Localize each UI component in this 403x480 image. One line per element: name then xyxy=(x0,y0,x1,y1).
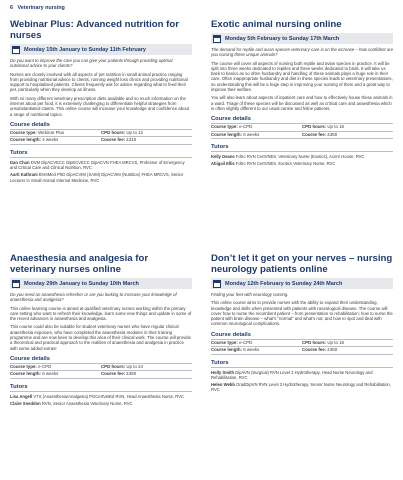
tutor-entry xyxy=(10,401,192,406)
tutors-heading: Tutors xyxy=(211,144,393,152)
course-paragraph: You will also learn about aspects of inpatient care and how to effectively house these animals in a ward. Triage of these species will be discussed as well as critical care and anaesthesia which is often slightly different to our usual canine and feline patients. xyxy=(211,95,393,111)
detail-label: Course fee: xyxy=(101,371,126,377)
course-detail-row xyxy=(211,124,393,132)
detail-label: Course type: xyxy=(211,339,238,345)
detail-value: 6 weeks xyxy=(243,347,260,353)
tutor-entry xyxy=(211,370,393,380)
course-dates: Monday 29th January to Sunday 10th March xyxy=(24,280,139,287)
course-block-anaesthesia xyxy=(10,253,192,406)
course-paragraph: This course could also be suitable for student veterinary nurses who have regular clinical anaesthesia exposure, who have completed the anaesthesia modules in their training programme and are now keen to develop this area of their clinical work. The course will provide a theoretical and practical approach to the realities of anaesthesia and analgesia in practice with some added extras! xyxy=(10,324,191,351)
tutor-entry xyxy=(211,154,393,159)
tutor-entry xyxy=(10,172,192,182)
course-dates: Monday 12th February to Sunday 24th March xyxy=(225,280,343,287)
course-dates: Monday 15th January to Sunday 11th February xyxy=(24,46,146,53)
tutor-credentials: RVN, Senior Anaesthesia Veterinary Nurse, RVC xyxy=(41,401,133,407)
tutor-credentials: FdSc RVN CertVNES, Exotics Veterinary Nurse, RVC xyxy=(235,161,336,167)
detail-value: £350 xyxy=(327,131,338,137)
tutor-name: Dan Chan xyxy=(10,159,30,165)
tutors-heading: Tutors xyxy=(10,150,192,158)
tutor-credentials: GradDipVN RVN Level 3 Hydrotherapy, Senior Nurse Neurology and Rehabilitation, RVC xyxy=(211,382,391,393)
course-title: Webinar Plus: Advanced nutrition for nurses xyxy=(10,19,179,41)
tutor-entry xyxy=(211,161,393,166)
detail-value: 6 weeks xyxy=(42,371,59,377)
course-dates: Monday 5th February to Sunday 17th March xyxy=(225,35,340,42)
course-block-advanced-nutrition xyxy=(10,19,192,183)
course-detail-row xyxy=(211,132,393,140)
course-title: Anaesthesia and analgesia for veterinary nurses online xyxy=(10,253,149,275)
calendar-icon xyxy=(213,35,221,43)
detail-value: e-CPD xyxy=(239,339,253,345)
tutor-name: Holly Smith xyxy=(211,369,235,375)
calendar-icon xyxy=(213,280,221,288)
detail-value: £315 xyxy=(126,137,137,143)
course-details-heading: Course details xyxy=(10,356,192,364)
tutor-credentials: BVetMed PhD DipACVIM (SAIM) DipACVIM (Nutrition) FHEA MRCVS, Senior Lecturer in Small Animal Internal Medicine, RVC xyxy=(10,172,184,183)
tutor-credentials: FdSc RVN CertVNES, Veterinary Nurse (Exotics), Acorn House, RVC xyxy=(235,154,365,160)
detail-label: Course length: xyxy=(10,137,41,143)
tutor-credentials: DipAVN (Surgical) RVN Level 3 Hydrotherapy, Head Nurse Neurology and Rehabilitation, RVC xyxy=(211,369,373,380)
detail-value: £350 xyxy=(126,371,137,377)
detail-value: 6 weeks xyxy=(243,131,260,137)
detail-label: Course length: xyxy=(211,131,242,137)
section-title: Veterinary nursing xyxy=(17,5,65,11)
tutor-name: Kelly Deans xyxy=(211,154,235,160)
course-paragraph: The course will cover all aspects of nursing both reptile and avian species in practice. It will be split into three weeks dedicated to reptiles and three weeks dedicated to birds. It will take us back to basics as so often husbandry and handling of these animals plays a huge role in their care. Often inappropriate husbandry and diet in these species leads to veterinary presentations, so understanding this will be a huge step in improving your nursing of them and a great way to improve their welfare. xyxy=(211,60,393,93)
course-detail-row xyxy=(10,371,192,379)
tutors-heading: Tutors xyxy=(10,384,192,392)
detail-label: CPD hours: xyxy=(302,124,327,130)
course-paragraph: This online course aims to provide nurses with the ability to expand their understanding, knowledge and skills when presented with patients with neurological disease. The course will cover how to nurse the recumbent patient – from presentation to rehabilitation; how to nurse the patient with brain disease – what’s “normal” and what’s not; and how to spot and deal with common neurological complications. xyxy=(211,300,393,327)
detail-value: e-CPD xyxy=(38,363,52,369)
detail-value: Up to 18 xyxy=(327,124,344,130)
page-number: 6 xyxy=(10,5,13,11)
course-block-exotic-animal-nursing xyxy=(211,19,393,167)
course-details-heading: Course details xyxy=(211,332,393,340)
course-dates-bar xyxy=(10,44,192,55)
course-detail-row xyxy=(10,364,192,372)
detail-label: Course fee: xyxy=(302,131,327,137)
detail-label: Course type: xyxy=(10,129,37,135)
course-detail-row xyxy=(10,137,192,145)
tutor-name: Claire Sneddon xyxy=(10,401,41,407)
tutor-entry xyxy=(211,382,393,392)
course-block-neurology-nursing xyxy=(211,253,393,393)
tutor-credentials: VTS (Anaesthesia/Analgesia) PGCertVetEd RVN, Head Anaesthesia Nurse, RVC xyxy=(33,393,185,399)
tutor-name: Lisa Angell xyxy=(10,393,33,399)
detail-value: Up to 12 xyxy=(126,129,143,135)
calendar-icon xyxy=(12,280,20,288)
tutors-heading: Tutors xyxy=(211,360,393,368)
course-dates-bar xyxy=(211,278,393,289)
detail-label: Course fee: xyxy=(302,347,327,353)
detail-value: Webinar Plus xyxy=(38,129,65,135)
detail-value: 4 weeks xyxy=(42,137,59,143)
course-dates-bar xyxy=(10,278,192,289)
detail-label: CPD hours: xyxy=(101,363,126,369)
tutor-name: Aarti Kathrani xyxy=(10,172,38,178)
course-detail-row xyxy=(10,130,192,138)
detail-label: Course type: xyxy=(211,124,238,130)
course-intro: Finding your feet with neurology nursing. xyxy=(211,292,289,297)
course-intro: Do you need an anaesthesia refresher or are you looking to increase your knowledge of anaesthesia and analgesia? xyxy=(10,292,177,303)
detail-label: Course length: xyxy=(10,371,41,377)
course-detail-row xyxy=(211,340,393,348)
detail-value: e-CPD xyxy=(239,124,253,130)
course-intro: Do you want to improve the care you can give your patients through providing optimal nutritional advice to your clients? xyxy=(10,58,173,69)
course-paragraph: This online learning course is aimed at qualified veterinary nurses working within the primary care setting who want to refresh their knowledge, learn some new things and update in some of the recent advances in anaesthesia and analgesia. xyxy=(10,305,192,322)
detail-label: Course fee: xyxy=(101,137,126,143)
course-title: Exotic animal nursing online xyxy=(211,19,342,30)
course-dates-bar xyxy=(211,33,393,44)
detail-label: Course length: xyxy=(211,347,242,353)
detail-value: £350 xyxy=(327,347,338,353)
tutor-entry xyxy=(10,160,192,170)
detail-label: Course type: xyxy=(10,363,37,369)
detail-label: CPD hours: xyxy=(101,129,126,135)
course-paragraph: Nurses are closely involved with all aspects of pet nutrition in small animal practice ranging from providing nutritional advice to clients, running weight loss clinics and providing nutritional support to hospitalised patients. Clients frequently ask for advice regarding what to feed their pet, particularly when they develop an illness. xyxy=(10,71,188,93)
course-detail-row xyxy=(211,347,393,355)
tutor-entry xyxy=(10,394,192,399)
calendar-icon xyxy=(12,46,20,54)
course-intro: The demand for reptile and avian species veterinary care is on the increase – how confident are you nursing these unique animals? xyxy=(211,47,394,58)
tutor-name: Helen Webb xyxy=(211,382,235,388)
course-details-heading: Course details xyxy=(10,122,192,130)
detail-value: Up to 24 xyxy=(126,363,143,369)
detail-label: CPD hours: xyxy=(302,339,327,345)
course-details-heading: Course details xyxy=(211,116,393,124)
course-title: Don’t let it get on your nerves – nursing neurology patients online xyxy=(211,253,393,275)
detail-value: Up to 18 xyxy=(327,339,344,345)
tutor-name: Abigail Ellis xyxy=(211,161,235,167)
tutor-credentials: DVM DipACVECC DipECVECC DipACVN FHEA MRCVS, Professor of Emergency and Critical Care and Clinical Nutrition, RVC xyxy=(10,159,185,171)
course-paragraph: With so many different veterinary prescription diets available and so much information on the internet about pet food, it is extremely challenging to differentiate helpful strategies from unsubstantiated claims. This online course will increase your knowledge and confidence about a range of nutritional topics. xyxy=(10,95,190,117)
page-header xyxy=(10,5,65,11)
